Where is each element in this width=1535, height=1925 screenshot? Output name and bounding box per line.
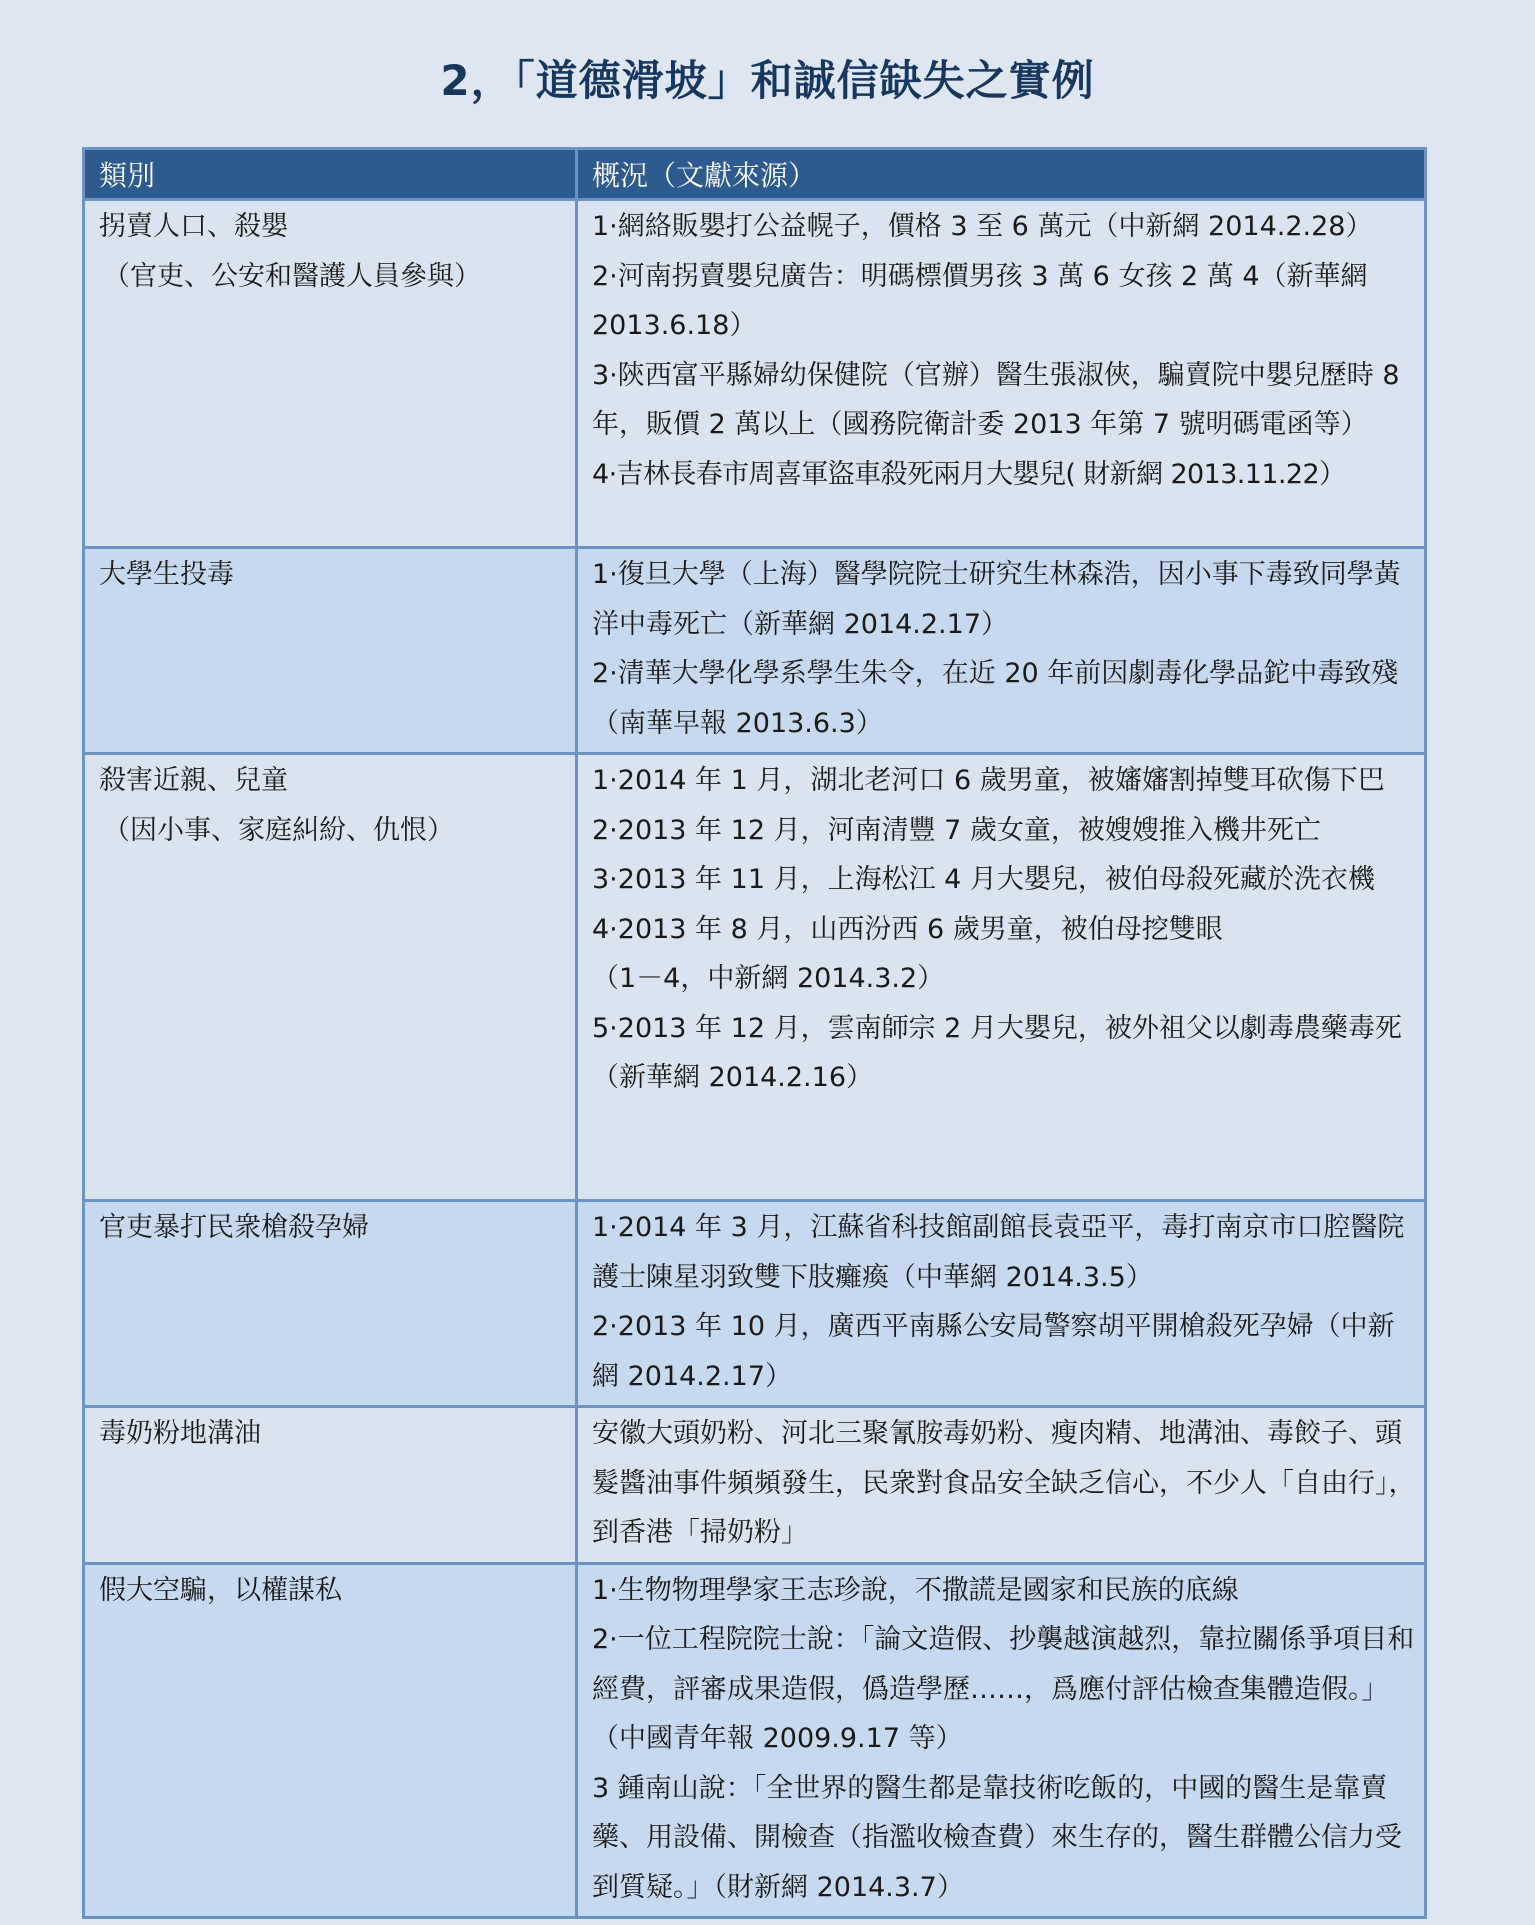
category-note: （官吏、公安和醫護人員參與） [103, 260, 481, 292]
overview-cell [577, 1563, 1426, 1918]
header-overview: 概況（文獻來源） [577, 149, 1426, 200]
category-label: 官吏暴打民衆槍殺孕婦 [99, 1212, 369, 1243]
overview-cell [577, 1407, 1426, 1564]
list-item: 2·一位工程院院士說：「論文造假、抄襲越演越烈，靠拉關係爭項目和經費，評審成果造假，僞造學歷……，爲應付評估檢查集體造假。」（中國青年報 2009.9.17 等） [592, 1624, 1415, 1754]
category-cell [84, 200, 577, 548]
list-item: 2·2013 年 12 月，河南清豐 7 歲女童，被嫂嫂推入機井死亡 [592, 814, 1321, 846]
overview-cell [577, 1201, 1426, 1407]
table-header-row [84, 149, 1426, 200]
list-item: 5·2013 年 12 月，雲南師宗 2 月大嬰兒，被外祖父以劇毒農藥毒死（新華網 2014.2.16） [592, 1012, 1402, 1093]
overview-cell [577, 548, 1426, 754]
category-label: 假大空騙，以權謀私 [99, 1574, 342, 1606]
cases-table [82, 147, 1427, 1919]
category-cell [84, 1407, 577, 1564]
table-row [84, 1201, 1426, 1407]
list-item: 2·河南拐賣嬰兒廣告：明碼標價男孩 3 萬 6 女孩 2 萬 4（新華網 2013.6.18） [592, 260, 1368, 341]
category-label: 毒奶粉地溝油 [99, 1418, 261, 1449]
list-item: 1·2014 年 3 月，江蘇省科技館副館長袁亞平，毒打南京市口腔醫院護士陳星羽致雙下肢癱瘓（中華網 2014.3.5） [592, 1212, 1405, 1293]
list-item: 1·復旦大學（上海）醫學院院士研究生林森浩，因小事下毒致同學黃洋中毒死亡（新華網 2014.2.17） [592, 559, 1401, 640]
table-row [84, 548, 1426, 754]
list-item: 3 鍾南山說：「全世界的醫生都是靠技術吃飯的，中國的醫生是靠賣藥、用設備、開檢查（指濫收檢查費）來生存的，醫生群體公信力受到質疑。」（財新網 2014.3.7） [592, 1772, 1402, 1903]
header-category: 類別 [84, 149, 577, 200]
list-item: 2·2013 年 10 月，廣西平南縣公安局警察胡平開槍殺死孕婦（中新網 2014.2.17） [592, 1311, 1395, 1392]
category-cell [84, 1563, 577, 1918]
category-label: 殺害近親、兒童 [99, 765, 288, 796]
category-cell [84, 1201, 577, 1407]
list-item: 4·2013 年 8 月，山西汾西 6 歲男童，被伯母挖雙眼 [592, 913, 1223, 945]
category-cell [84, 754, 577, 1201]
list-item: 安徽大頭奶粉、河北三聚氰胺毒奶粉、瘦肉精、地溝油、毒餃子、頭髮醬油事件頻頻發生，民衆對食品安全缺乏信心，不少人「自由行」，到香港「掃奶粉」 [592, 1418, 1416, 1548]
category-note: （因小事、家庭糾紛、仇恨） [103, 814, 454, 846]
list-item: 3·陝西富平縣婦幼保健院（官辦）醫生張淑俠，騙賣院中嬰兒歷時 8 年，販價 2 萬以上（國務院衛計委 2013 年第 7 號明碼電函等） [592, 359, 1400, 440]
list-item: 1·網絡販嬰打公益幌子，價格 3 至 6 萬元（中新網 2014.2.28） [592, 211, 1373, 242]
list-item: 1·生物物理學家王志珍說，不撒謊是國家和民族的底線 [592, 1574, 1239, 1606]
table-row [84, 1407, 1426, 1564]
list-item: （1－4，中新網 2014.3.2） [592, 963, 945, 994]
table-row [84, 200, 1426, 548]
category-label: 拐賣人口、殺嬰 [99, 211, 288, 242]
table-row [84, 754, 1426, 1201]
category-label: 大學生投毒 [99, 559, 234, 590]
list-item: 3·2013 年 11 月，上海松江 4 月大嬰兒，被伯母殺死藏於洗衣機 [592, 864, 1375, 895]
table-row [84, 1563, 1426, 1918]
overview-cell [577, 754, 1426, 1201]
list-item: 4·吉林長春市周喜軍盜車殺死兩月大嬰兒( 財新網 2013.11.22） [592, 458, 1346, 490]
overview-cell [577, 200, 1426, 548]
page-title: 2，「道德滑坡」和誠信缺失之實例 [440, 56, 1095, 105]
category-cell [84, 548, 577, 754]
list-item: 2·清華大學化學系學生朱令，在近 20 年前因劇毒化學品鉈中毒致殘（南華早報 2013.6.3） [592, 658, 1399, 739]
list-item: 1·2014 年 1 月，湖北老河口 6 歲男童，被嬸嬸割掉雙耳砍傷下巴 [592, 765, 1385, 796]
